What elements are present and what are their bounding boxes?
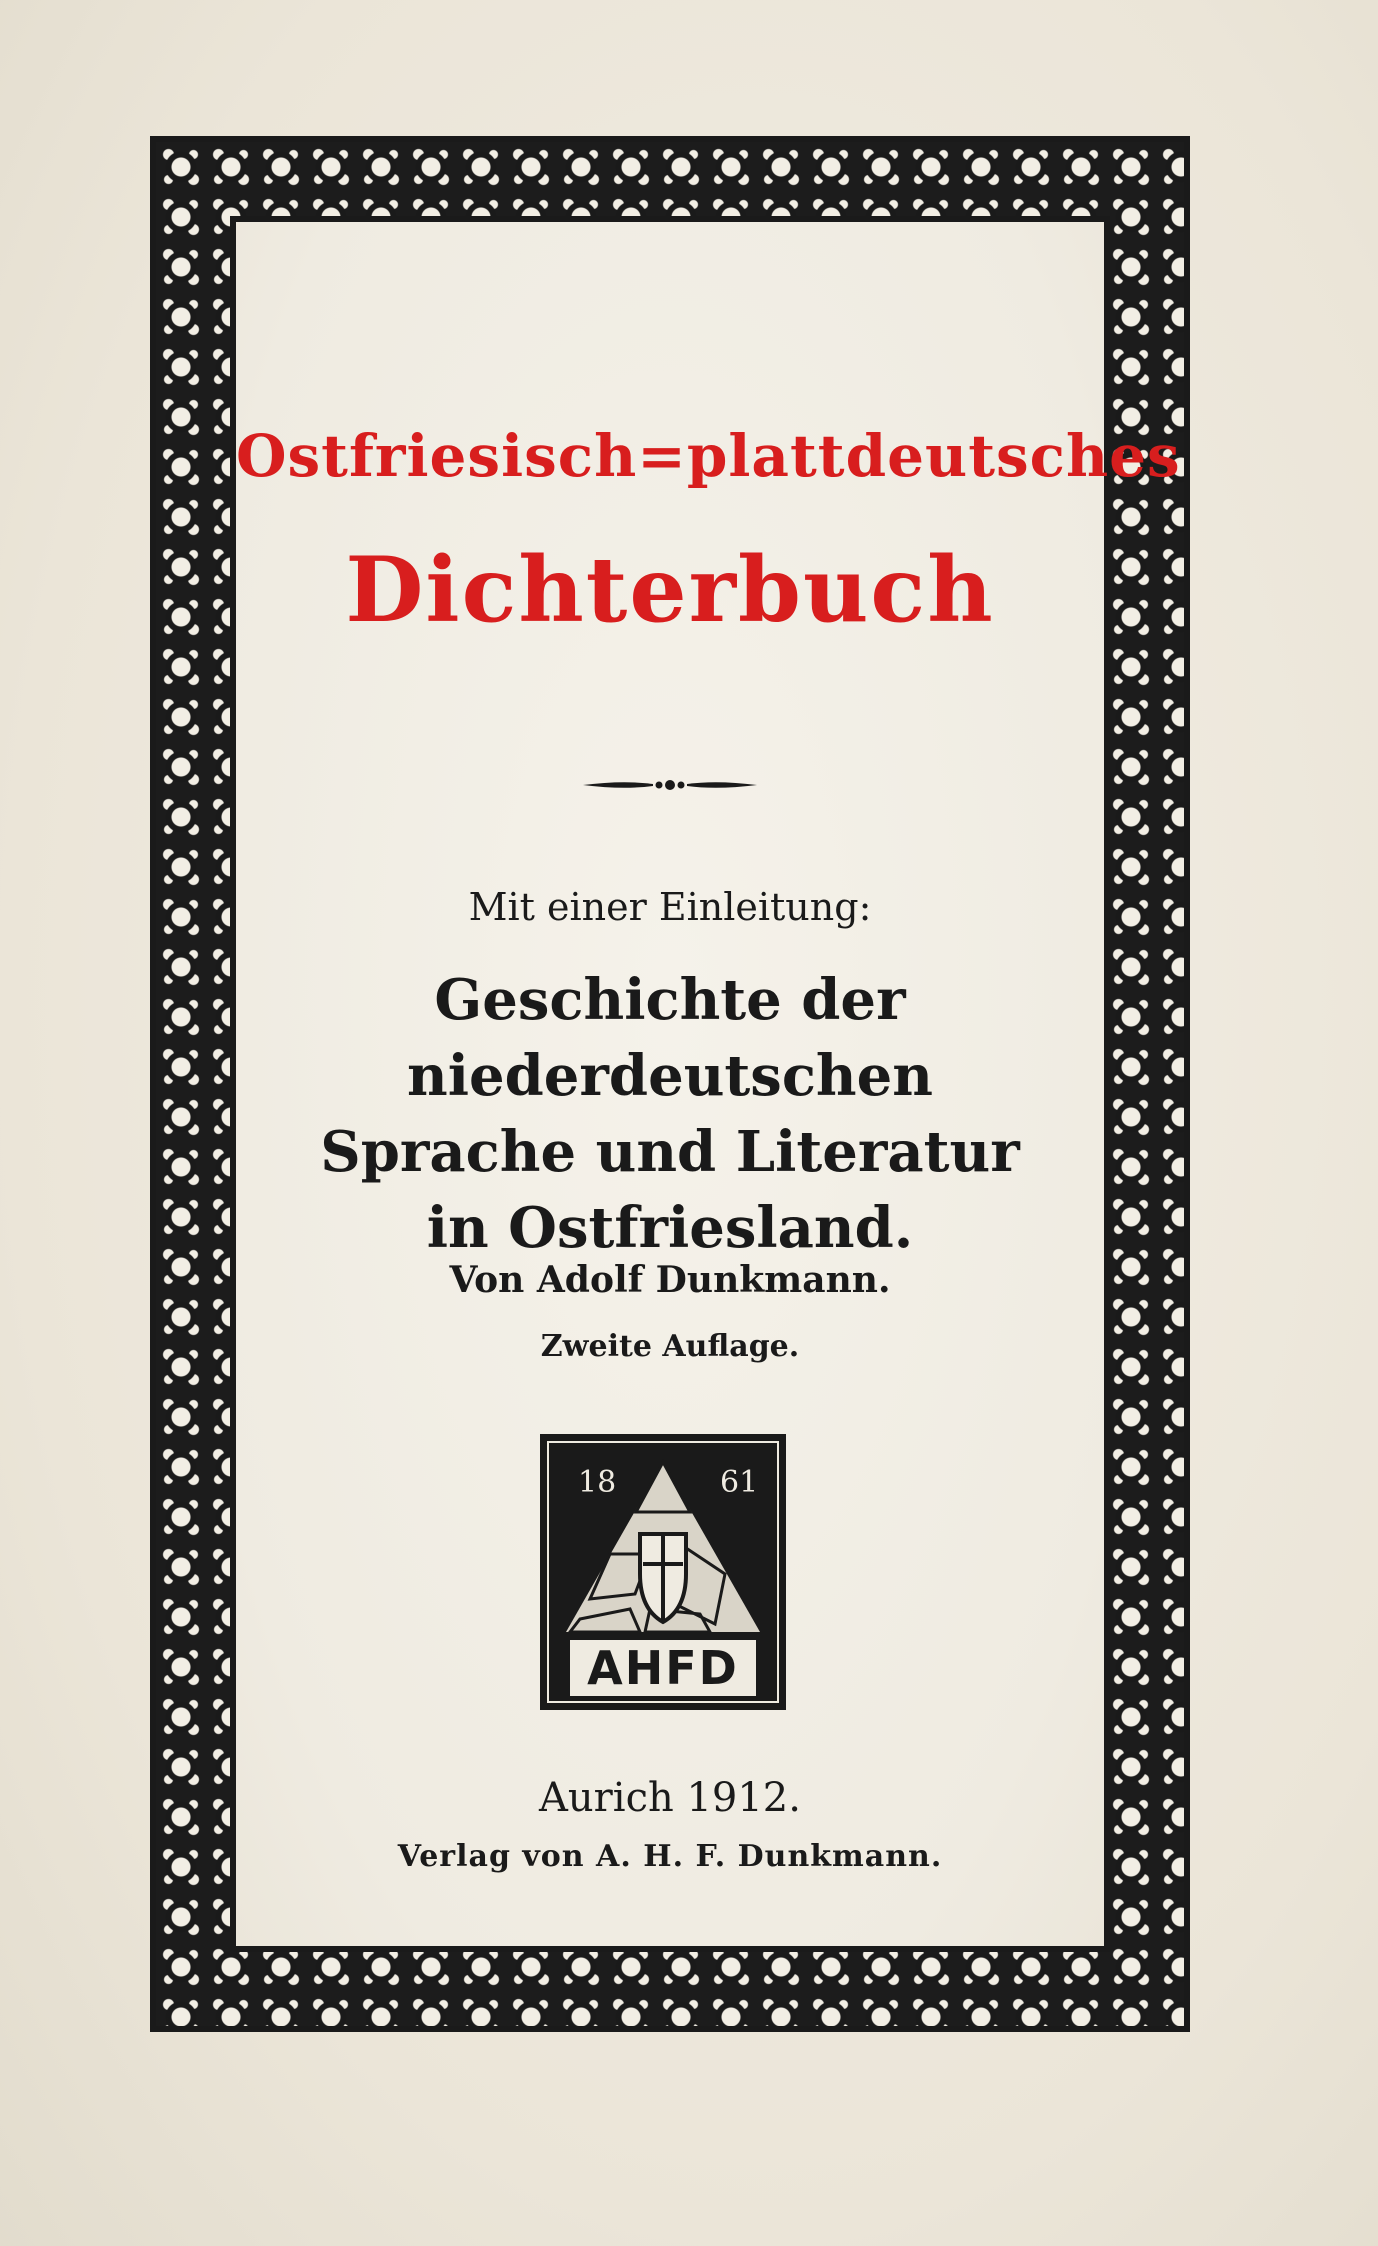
- publisher-emblem: [540, 1434, 786, 1710]
- subtitle-line-2: Sprache und Literatur: [320, 1119, 1020, 1185]
- subtitle-line-1: Geschichte der niederdeutschen: [407, 967, 933, 1109]
- ornament-divider-icon: [583, 775, 757, 795]
- emblem-year-left: 18: [578, 1465, 617, 1500]
- emblem-year-right: 61: [720, 1465, 759, 1500]
- emblem-monogram: AHFD: [587, 1641, 739, 1695]
- title-line-2: Dichterbuch: [345, 537, 995, 643]
- title-line-1: Ostfriesisch=plattdeutsches: [236, 422, 1181, 490]
- imprint-place-year: Aurich 1912.: [539, 1775, 801, 1821]
- subtitle-line-3: in Ostfriesland.: [426, 1195, 914, 1261]
- introduction-note: Mit einer Einleitung:: [468, 885, 872, 929]
- edition-line: Zweite Auflage.: [540, 1329, 800, 1364]
- subtitle: [236, 962, 1104, 1266]
- imprint-publisher: Verlag von A. H. F. Dunkmann.: [397, 1839, 943, 1874]
- author-line: Von Adolf Dunkmann.: [449, 1259, 891, 1301]
- title-content: [236, 222, 1181, 1946]
